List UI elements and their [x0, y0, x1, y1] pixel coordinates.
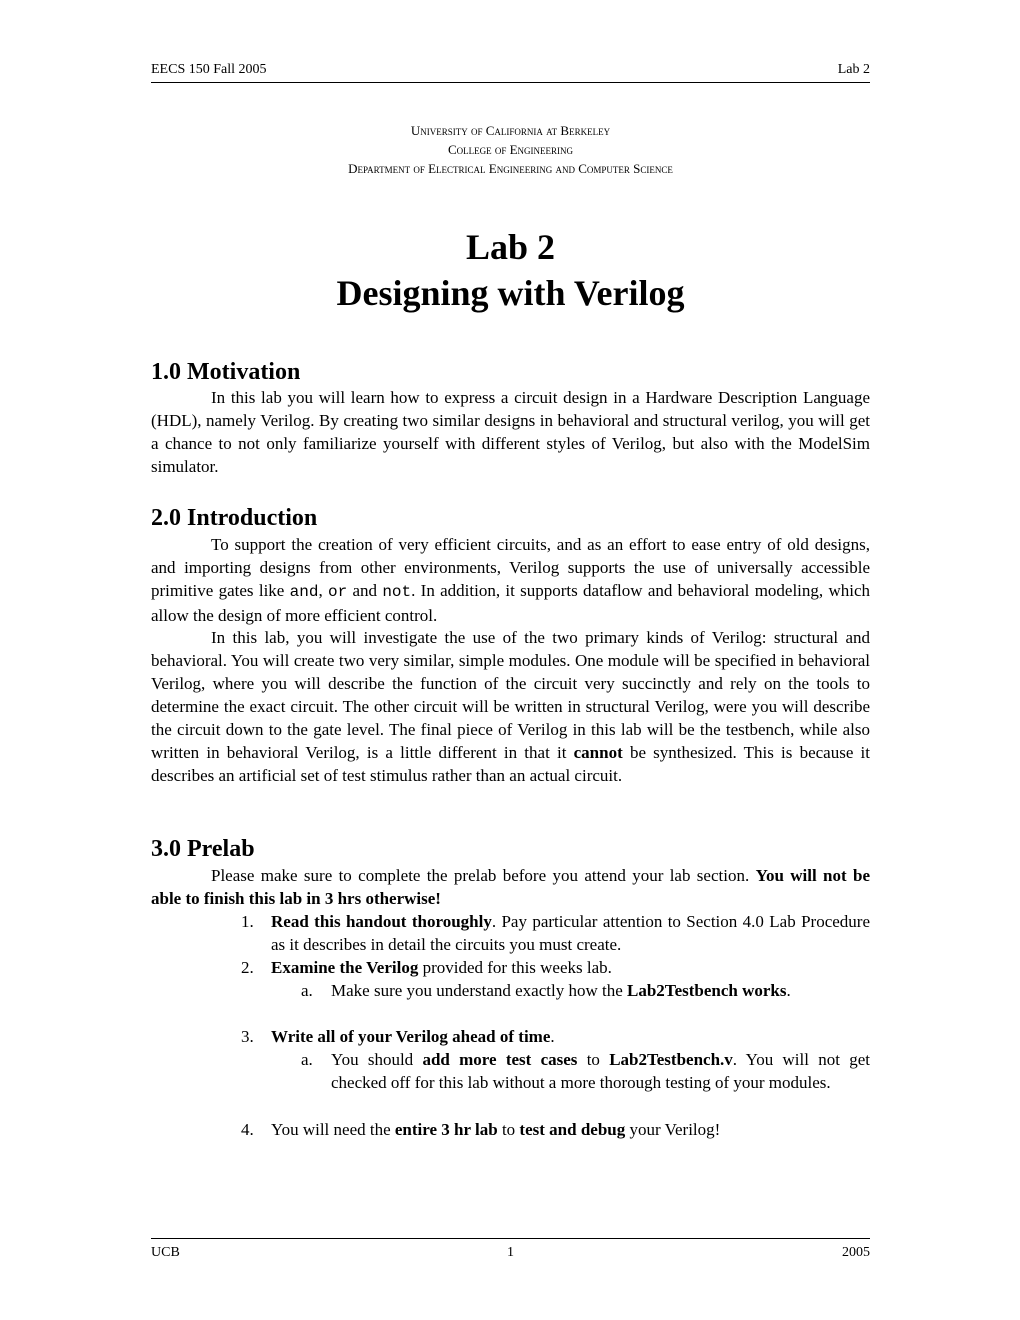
intro-sep-2: and: [347, 581, 383, 600]
list-item-bold: Write all of your Verilog ahead of time: [271, 1027, 551, 1046]
list-item-text: to: [497, 1120, 520, 1139]
list-item: [331, 1048, 870, 1094]
prelab-intro: [151, 864, 870, 910]
code-not: not: [382, 583, 412, 601]
title-line-2: Designing with Verilog: [336, 273, 685, 313]
list-item-text: .: [786, 981, 791, 1000]
intro-p1-text-a: To support the creation of very efficient circuits, and as an effort to ease entry of old designs, and importing designs from other environments, Verilog supports the use of universally accessible primitive gates like: [151, 535, 870, 600]
list-item: [331, 979, 870, 1002]
list-item-text: You should: [331, 1050, 423, 1069]
prelab-intro-bold: You will not be able to finish this lab in 3 hrs otherwise!: [151, 866, 870, 908]
list-item-text: . Pay particular attention to Section 4.0 Lab Procedure as it describes in detail the circuits you must create.: [271, 912, 870, 954]
list-item-bold: add more test cases: [422, 1050, 578, 1069]
code-or: or: [327, 583, 348, 601]
list-item-text: .: [550, 1027, 555, 1046]
heading-motivation: 1.0 Motivation: [151, 359, 301, 385]
list-letter: a.: [301, 981, 313, 1000]
heading-prelab: 3.0 Prelab: [151, 836, 255, 862]
intro-p1-text-b: . In addition, it supports dataflow and behavioral modeling, which allow the design of more efficient control.: [151, 581, 870, 625]
list-item-text: Make sure you understand exactly how the: [331, 981, 627, 1000]
list-letter: a.: [301, 1050, 313, 1069]
list-number: 3.: [241, 1027, 254, 1046]
list-item-bold: Read this handout thoroughly: [271, 912, 492, 931]
list-item-text: provided for this weeks lab.: [418, 958, 612, 977]
intro-p2-bold: cannot: [573, 743, 623, 762]
list-number: 1.: [241, 912, 254, 931]
prelab-intro-text: Please make sure to complete the prelab before you attend your lab section.: [211, 866, 756, 885]
list-item: [271, 1025, 870, 1048]
intro-sep-1: ,: [318, 581, 328, 600]
list-item: [271, 956, 870, 979]
page-header: [151, 62, 870, 83]
footer-year: 2005: [842, 1245, 870, 1260]
list-item-text: You will need the: [271, 1120, 395, 1139]
institution-college: College of Engineering: [447, 142, 574, 157]
list-item: [271, 910, 870, 956]
introduction-paragraph-2: [151, 626, 870, 787]
list-item-text: to: [577, 1050, 610, 1069]
header-lab: Lab 2: [837, 62, 870, 77]
intro-p2-text-a: In this lab, you will investigate the use of the two primary kinds of Verilog: structural and behavioral. You will create two very similar, simple modules. One module will be specified in behavioral Verilog, where you will describe the function of the circuit very succinctly and rely on the tools to determine the exact circuit. The other circuit will be written in structural Verilog, were you will describe the circuit down to the gate level. The final piece of Verilog in this lab will be the testbench, while also written in behavioral Verilog, is a little different in that it: [151, 628, 870, 762]
title-line-1: Lab 2: [465, 227, 556, 267]
list-item-bold: test and debug: [519, 1120, 626, 1139]
list-item-text: your Verilog!: [625, 1120, 721, 1139]
page-footer: [151, 1238, 870, 1259]
heading-introduction: 2.0 Introduction: [151, 505, 318, 531]
list-number: 4.: [241, 1120, 254, 1139]
document-title: [151, 224, 870, 316]
code-and: and: [289, 583, 319, 601]
list-item-bold: Examine the Verilog: [271, 958, 419, 977]
header-course: EECS 150 Fall 2005: [151, 62, 267, 77]
page-number: 1: [507, 1245, 514, 1260]
intro-p2-text-b: be synthesized. This is because it describes an artificial set of test stimulus rather than an actual circuit.: [151, 743, 870, 785]
institution-university: University of California at Berkeley: [410, 123, 611, 138]
list-item-bold: Lab2Testbench.v: [609, 1050, 733, 1069]
list-item-bold: entire 3 hr lab: [394, 1120, 498, 1139]
list-item: [271, 1118, 870, 1141]
institution-department: Department of Electrical Engineering and Computer Science: [348, 161, 673, 176]
motivation-paragraph: In this lab you will learn how to express a circuit design in a Hardware Description Language (HDL), namely Verilog. By creating two similar designs in behavioral and structural verilog, you will get a chance to not only familiarize yourself with different styles of Verilog, but also with the ModelSim simulator.: [151, 388, 870, 476]
footer-ucb: UCB: [151, 1245, 180, 1260]
list-item-bold: Lab2Testbench works: [627, 981, 787, 1000]
introduction-paragraph-1: [151, 533, 870, 627]
list-number: 2.: [241, 958, 254, 977]
list-item-text: . You will not get checked off for this lab without a more thorough testing of your modules.: [331, 1050, 870, 1092]
